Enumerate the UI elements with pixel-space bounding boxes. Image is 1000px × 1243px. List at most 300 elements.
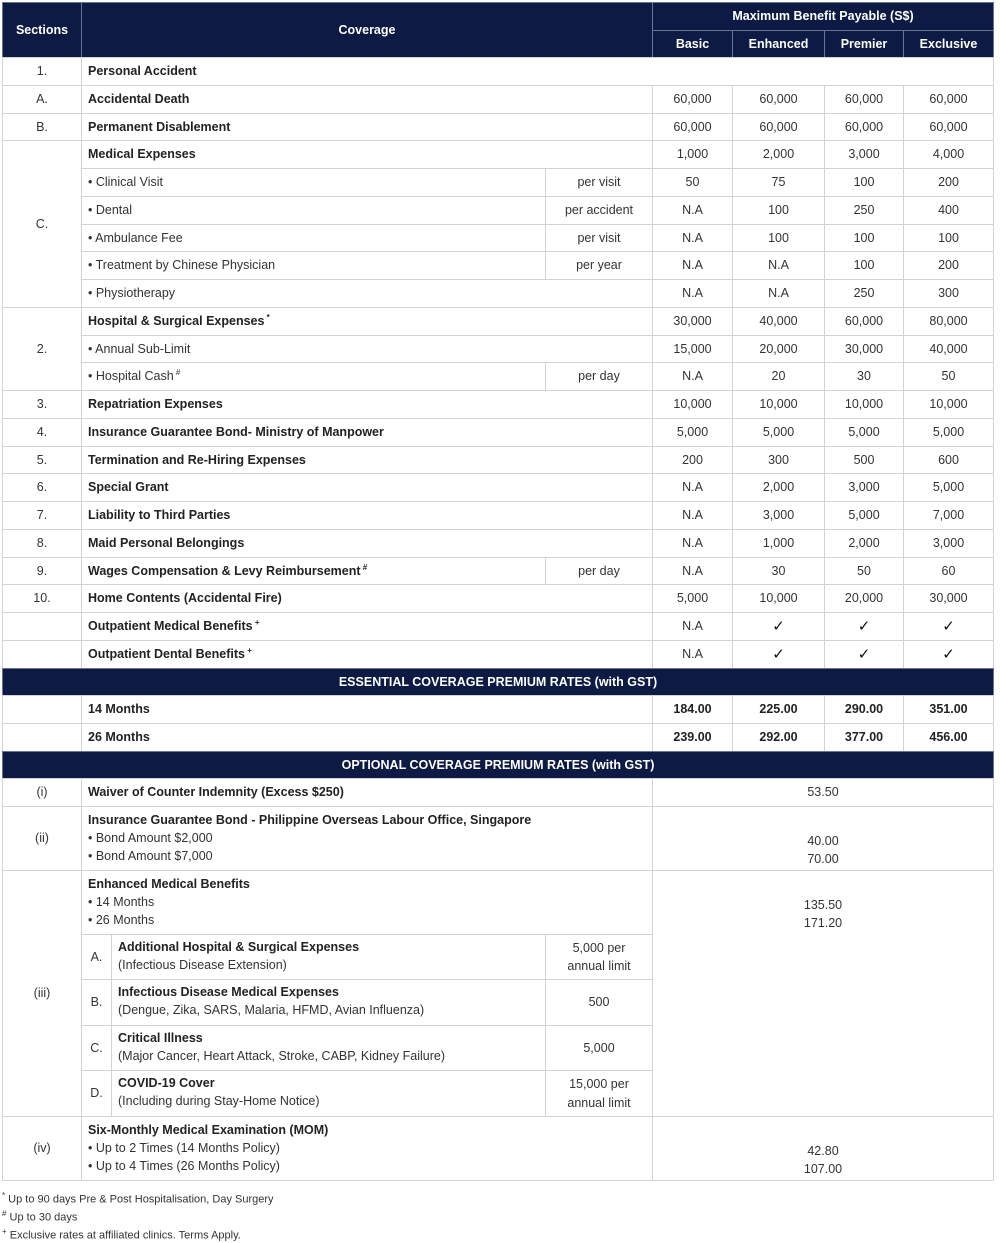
- value-cell: [652, 113, 733, 141]
- value-cell: [732, 335, 825, 363]
- sub-limit-cell: [545, 979, 653, 1026]
- coverage-label: Repatriation Expenses: [88, 397, 223, 412]
- section-number: 9.: [36, 563, 48, 578]
- plan-label: Basic: [675, 36, 710, 51]
- coverage-cell: [81, 279, 653, 308]
- value-cell: [903, 279, 994, 308]
- coverage-label: Outpatient Medical Benefits +: [88, 618, 260, 634]
- value-cell: [903, 307, 994, 336]
- sub-letter: A.: [90, 949, 103, 964]
- sub-desc-cell: [111, 1070, 546, 1117]
- section-cell: [2, 723, 82, 752]
- footnote-mark: +: [252, 618, 260, 628]
- premium-value: 225.00: [759, 702, 798, 717]
- value-cell: [732, 140, 825, 169]
- coverage-cell: [81, 446, 653, 474]
- value-cell: [652, 362, 733, 391]
- benefit-value: 5,000: [676, 425, 709, 440]
- value-cell: [903, 584, 994, 613]
- sub-limit: [583, 1039, 614, 1057]
- footnote-mark: *: [2, 1191, 6, 1200]
- benefit-value: 200: [938, 258, 959, 273]
- value-cell: [732, 584, 825, 613]
- value-cell: [732, 196, 825, 225]
- footnote-mark: *: [264, 313, 270, 323]
- benefit-value: 40,000: [759, 314, 798, 329]
- premium-value: 239.00: [673, 730, 712, 745]
- essential-title: ESSENTIAL COVERAGE PREMIUM RATES (with GST): [338, 674, 658, 689]
- plan-label: Premier: [840, 36, 888, 51]
- value-cell: [652, 446, 733, 474]
- benefit-value: 2,000: [848, 536, 880, 551]
- section-cell: [2, 446, 82, 474]
- bond-line: • Bond Amount $2,000: [88, 831, 213, 846]
- check-icon: ✓: [772, 617, 785, 635]
- value-cell: [732, 501, 825, 530]
- section-cell: [2, 695, 82, 724]
- benefit-value: 60,000: [844, 119, 884, 134]
- medical-exam-value-cell: [652, 1116, 994, 1181]
- value-cell: [824, 362, 904, 391]
- premium-value-cell: [903, 695, 994, 724]
- bond-line: • Bond Amount $7,000: [88, 849, 213, 864]
- medical-exam-title: Six-Monthly Medical Examination (MOM): [88, 1123, 329, 1137]
- benefit-value: N.A: [682, 258, 703, 273]
- section-number: C.: [35, 216, 49, 231]
- check-icon: ✓: [857, 617, 871, 635]
- premium-value-cell: [824, 695, 904, 724]
- value-cell: [824, 390, 904, 419]
- enhanced-medical-line: • 14 Months: [88, 895, 155, 910]
- sub-desc: (Dengue, Zika, SARS, Malaria, HFMD, Avian Influenza): [118, 1003, 425, 1018]
- medical-exam-cell: [81, 1116, 653, 1181]
- sub-limit: [567, 939, 630, 975]
- enhanced-medical-value: 171.20: [803, 916, 843, 931]
- coverage-cell: [81, 418, 653, 447]
- footnote-text: Up to 90 days Pre & Post Hospitalisation, Day Surgery: [5, 1193, 274, 1206]
- value-cell: [732, 557, 825, 585]
- value-cell: [732, 307, 825, 336]
- sub-letter-cell: [81, 934, 112, 980]
- footnote-text: Up to 30 days: [6, 1211, 78, 1224]
- benefit-value: 1,000: [762, 536, 795, 551]
- benefit-value: N.A: [682, 369, 703, 384]
- benefit-value: N.A: [768, 258, 789, 273]
- essential-title-bar: [2, 668, 994, 696]
- benefit-value: 60,000: [844, 314, 884, 329]
- value-cell: [824, 501, 904, 530]
- check-icon: ✓: [942, 617, 955, 635]
- check-icon: ✓: [942, 645, 955, 663]
- sub-limit: [567, 1075, 630, 1111]
- coverage-cell: [81, 196, 546, 225]
- header-sections: [2, 2, 82, 58]
- value-cell: [732, 612, 825, 641]
- benefit-value: 50: [941, 369, 956, 384]
- benefit-value: 75: [771, 175, 786, 190]
- medical-exam-value: 107.00: [803, 1162, 843, 1177]
- footnotes: [2, 1189, 274, 1243]
- sub-desc: (Including during Stay-Home Notice): [118, 1094, 320, 1109]
- optional-value: 53.50: [807, 785, 839, 800]
- value-cell: [903, 501, 994, 530]
- benefit-value: N.A: [682, 203, 703, 218]
- coverage-label: • Dental: [88, 203, 132, 218]
- section-cell: [2, 390, 82, 419]
- value-cell: [903, 113, 994, 141]
- coverage-label: • Annual Sub-Limit: [88, 341, 191, 356]
- benefit-value: 1,000: [676, 147, 709, 162]
- coverage-cell: [81, 778, 653, 807]
- benefit-value: 80,000: [929, 314, 968, 329]
- value-cell: [652, 612, 733, 641]
- sub-letter: D.: [90, 1086, 103, 1101]
- value-cell: [903, 85, 994, 114]
- footnote-mark: +: [244, 646, 252, 656]
- benefit-value: N.A: [682, 480, 703, 495]
- unit-cell: [545, 196, 653, 225]
- coverage-cell: [81, 140, 653, 169]
- benefit-value: 10,000: [929, 397, 968, 412]
- coverage-label: Waiver of Counter Indemnity (Excess $250): [88, 785, 344, 800]
- benefit-value: 3,000: [848, 480, 880, 495]
- sub-desc: (Infectious Disease Extension): [118, 958, 287, 973]
- section-number: (iii): [33, 986, 51, 1001]
- benefit-value: 5,000: [932, 425, 965, 440]
- benefit-value: 60,000: [673, 119, 712, 134]
- benefit-value: 2,000: [762, 480, 795, 495]
- value-cell: [903, 251, 994, 280]
- sub-desc: (Major Cancer, Heart Attack, Stroke, CABP, Kidney Failure): [118, 1049, 445, 1064]
- value-cell: [732, 390, 825, 419]
- enhanced-medical-value: 135.50: [803, 898, 843, 912]
- unit-cell: [545, 168, 653, 197]
- coverage-cell: [81, 362, 546, 391]
- coverage-cell: [81, 640, 653, 669]
- benefit-value: 20,000: [844, 591, 884, 606]
- benefit-value: N.A: [682, 563, 703, 578]
- benefit-value: 30,000: [673, 314, 712, 329]
- benefit-value: 250: [853, 203, 875, 218]
- coverage-cell: [81, 390, 653, 419]
- footnote-mark: #: [360, 562, 368, 572]
- section-cell: [2, 473, 82, 502]
- coverage-label: Hospital & Surgical Expenses *: [88, 313, 270, 329]
- unit-cell: [545, 362, 653, 391]
- benefit-value: 200: [682, 452, 703, 467]
- value-cell: [824, 307, 904, 336]
- sub-limit-cell: [545, 1070, 653, 1117]
- enhanced-medical-title: Enhanced Medical Benefits: [88, 877, 250, 891]
- value-cell: [903, 557, 994, 585]
- benefit-value: 100: [768, 203, 789, 218]
- coverage-label: Insurance Guarantee Bond- Ministry of Manpower: [88, 425, 384, 440]
- benefit-value: 20: [771, 369, 786, 384]
- benefit-value: 100: [853, 175, 875, 190]
- premium-value-cell: [824, 723, 904, 752]
- value-cell: [732, 418, 825, 447]
- sub-letter-cell: [81, 1025, 112, 1071]
- sub-title: Additional Hospital & Surgical Expenses: [118, 940, 360, 954]
- header-max-benefit-label: Maximum Benefit Payable (S$): [732, 9, 914, 24]
- premium-value-cell: [652, 723, 733, 752]
- benefit-value: 10,000: [673, 397, 712, 412]
- value-cell: [903, 446, 994, 474]
- benefit-value: 60,000: [844, 92, 884, 107]
- value-cell: [903, 335, 994, 363]
- bond-title: Insurance Guarantee Bond - Philippine Overseas Labour Office, Singapore: [88, 813, 532, 827]
- value-cell: [652, 557, 733, 585]
- header-plan-enhanced: [732, 30, 825, 58]
- coverage-cell: [81, 335, 653, 363]
- value-cell: [652, 307, 733, 336]
- sub-limit-cell: [545, 1025, 653, 1071]
- coverage-label: • Physiotherapy: [88, 286, 176, 301]
- benefit-value: 3,000: [762, 508, 795, 523]
- section-number: 7.: [36, 508, 48, 523]
- unit-label: per visit: [577, 175, 621, 190]
- coverage-cell: [81, 501, 653, 530]
- section-cell: [2, 557, 82, 585]
- value-cell: [652, 140, 733, 169]
- value-cell: [824, 446, 904, 474]
- header-sections-label: Sections: [15, 22, 69, 37]
- benefit-value: 10,000: [759, 591, 798, 606]
- coverage-cell: [81, 224, 546, 252]
- sub-title: Infectious Disease Medical Expenses: [118, 985, 339, 999]
- benefit-value: 30: [857, 369, 871, 384]
- footnote-mark: +: [2, 1227, 7, 1237]
- value-cell: [732, 85, 825, 114]
- value-cell: [824, 113, 904, 141]
- section-number: A.: [36, 92, 48, 107]
- value-cell: [903, 224, 994, 252]
- premium-value-cell: [732, 723, 825, 752]
- sub-limit-line: annual limit: [567, 959, 631, 973]
- premium-value: 456.00: [929, 730, 968, 745]
- section-cell: [2, 307, 82, 391]
- sub-limit-line: 5,000 per: [572, 940, 626, 955]
- benefit-value: 50: [685, 175, 700, 190]
- sub-desc-cell: [111, 934, 546, 980]
- sub-desc-cell: [111, 979, 546, 1026]
- benefit-value: 30,000: [929, 591, 968, 606]
- value-cell: [824, 140, 904, 169]
- unit-label: per day: [578, 369, 620, 384]
- section-cell: [2, 806, 82, 871]
- value-cell: [824, 168, 904, 197]
- coverage-label: Maid Personal Belongings: [88, 536, 245, 551]
- benefit-value: N.A: [682, 508, 703, 523]
- benefit-value: 5,000: [762, 425, 795, 440]
- value-cell: [824, 473, 904, 502]
- footnote: [2, 1189, 274, 1207]
- footnote: [2, 1207, 274, 1225]
- value-cell: [732, 362, 825, 391]
- benefit-value: 300: [938, 286, 959, 301]
- unit-cell: [545, 224, 653, 252]
- value-cell: [732, 529, 825, 558]
- value-cell: [732, 473, 825, 502]
- value-cell: [652, 501, 733, 530]
- bond-cell: [81, 806, 653, 871]
- benefit-value: 60: [941, 563, 956, 578]
- optional-title-bar: [2, 751, 994, 779]
- benefit-value: 300: [768, 452, 789, 467]
- coverage-label: • Treatment by Chinese Physician: [88, 258, 276, 273]
- benefit-value: 200: [938, 175, 959, 190]
- coverage-label: Wages Compensation & Levy Reimbursement #: [88, 562, 368, 579]
- premium-value: 184.00: [673, 702, 712, 717]
- value-cell: [652, 224, 733, 252]
- sub-title: Critical Illness: [118, 1031, 203, 1045]
- value-cell: [732, 168, 825, 197]
- section-cell: [2, 778, 82, 807]
- bond-value: 70.00: [807, 852, 839, 867]
- section-number: (ii): [35, 831, 49, 846]
- section-number: (iv): [33, 1141, 51, 1156]
- value-cell: [652, 390, 733, 419]
- header-coverage-label: Coverage: [338, 22, 396, 37]
- section-number: 10.: [33, 591, 51, 606]
- coverage-cell: [81, 584, 653, 613]
- value-cell: [824, 335, 904, 363]
- benefit-value: 30: [771, 563, 786, 578]
- benefit-value: 7,000: [932, 508, 965, 523]
- benefit-value: 40,000: [929, 341, 968, 356]
- benefit-value: 60,000: [759, 92, 798, 107]
- header-max-benefit: [652, 2, 994, 31]
- value-cell: [652, 251, 733, 280]
- value-cell: [652, 529, 733, 558]
- value-cell: [824, 85, 904, 114]
- value-cell: [903, 473, 994, 502]
- value-cell: [903, 640, 994, 669]
- sub-letter: C.: [90, 1040, 103, 1055]
- sub-limit: [589, 993, 610, 1011]
- premium-value: 377.00: [844, 730, 884, 745]
- value-cell: [824, 418, 904, 447]
- benefit-value: 500: [853, 452, 875, 467]
- value-cell: [652, 473, 733, 502]
- section-number: 2.: [36, 341, 48, 356]
- section-number: 1.: [36, 64, 48, 79]
- section-cell: [2, 113, 82, 141]
- coverage-cell: [81, 473, 653, 502]
- optional-title: OPTIONAL COVERAGE PREMIUM RATES (with GST): [341, 757, 655, 772]
- section-cell: [2, 1116, 82, 1181]
- coverage-cell: [81, 57, 994, 86]
- coverage-label: • Ambulance Fee: [88, 230, 183, 245]
- value-cell: [732, 279, 825, 308]
- sub-limit-line: annual limit: [567, 1095, 631, 1110]
- value-cell: [732, 113, 825, 141]
- coverage-cell: [81, 168, 546, 197]
- sub-desc-cell: [111, 1025, 546, 1071]
- value-cell: [652, 640, 733, 669]
- value-cell: [732, 251, 825, 280]
- header-coverage: [81, 2, 653, 58]
- value-cell: [824, 584, 904, 613]
- value-cell: [903, 612, 994, 641]
- enhanced-medical-cell: [81, 870, 653, 935]
- value-cell: [903, 196, 994, 225]
- unit-label: per year: [576, 258, 622, 273]
- value-cell: [903, 390, 994, 419]
- coverage-cell: [81, 307, 653, 336]
- value-cell: [824, 557, 904, 585]
- coverage-label: Outpatient Dental Benefits +: [88, 646, 252, 662]
- header-plan-basic: [652, 30, 733, 58]
- footnote: [2, 1225, 274, 1243]
- coverage-cell: [81, 557, 546, 585]
- value-cell: [903, 140, 994, 169]
- benefit-value: N.A: [768, 286, 789, 301]
- section-cell: [2, 501, 82, 530]
- premium-value-cell: [652, 695, 733, 724]
- medical-exam-value: 42.80: [807, 1144, 839, 1158]
- value-cell: [732, 446, 825, 474]
- section-number: 6.: [36, 480, 48, 495]
- value-cell: [824, 279, 904, 308]
- coverage-label: Personal Accident: [88, 64, 197, 79]
- section-cell: [2, 870, 82, 1117]
- coverage-label: • Clinical Visit: [88, 175, 163, 190]
- premium-value: 292.00: [759, 730, 798, 745]
- enhanced-medical-line: • 26 Months: [88, 913, 155, 928]
- sub-limit-line: 15,000 per: [569, 1077, 629, 1092]
- benefit-value: 100: [938, 230, 959, 245]
- benefit-value: 30,000: [844, 341, 884, 356]
- benefit-value: 10,000: [844, 397, 884, 412]
- value-cell: [652, 196, 733, 225]
- section-cell: [2, 529, 82, 558]
- benefit-value: 100: [768, 230, 789, 245]
- footnote-text: Exclusive rates at affiliated clinics. Terms Apply.: [6, 1229, 241, 1242]
- premium-label-cell: [81, 723, 653, 752]
- sub-letter-cell: [81, 979, 112, 1026]
- bond-value: 40.00: [807, 834, 839, 848]
- coverage-cell: [81, 251, 546, 280]
- value-cell: [824, 640, 904, 669]
- coverage-label: Liability to Third Parties: [88, 508, 231, 523]
- footnote-mark: #: [173, 368, 181, 378]
- plan-label: Exclusive: [919, 36, 978, 51]
- benefit-value: 10,000: [759, 397, 798, 412]
- sub-limit-cell: [545, 934, 653, 980]
- coverage-cell: [81, 612, 653, 641]
- benefit-value: 60,000: [759, 119, 798, 134]
- value-cell: [732, 224, 825, 252]
- sub-title: COVID-19 Cover: [118, 1076, 215, 1090]
- benefit-value: 5,000: [932, 480, 965, 495]
- bond-value-cell: [652, 806, 994, 871]
- unit-label: per day: [578, 563, 620, 578]
- section-cell: [2, 140, 82, 308]
- premium-value-cell: [732, 695, 825, 724]
- unit-label: per visit: [577, 230, 621, 245]
- benefit-value: 600: [938, 452, 959, 467]
- benefit-value: 4,000: [932, 147, 965, 162]
- check-icon: ✓: [772, 645, 785, 663]
- value-cell: [824, 529, 904, 558]
- benefit-value: 60,000: [929, 119, 968, 134]
- unit-cell: [545, 251, 653, 280]
- benefit-value: 400: [938, 203, 959, 218]
- benefit-value: N.A: [682, 619, 703, 634]
- value-cell: [824, 224, 904, 252]
- check-icon: ✓: [857, 645, 871, 663]
